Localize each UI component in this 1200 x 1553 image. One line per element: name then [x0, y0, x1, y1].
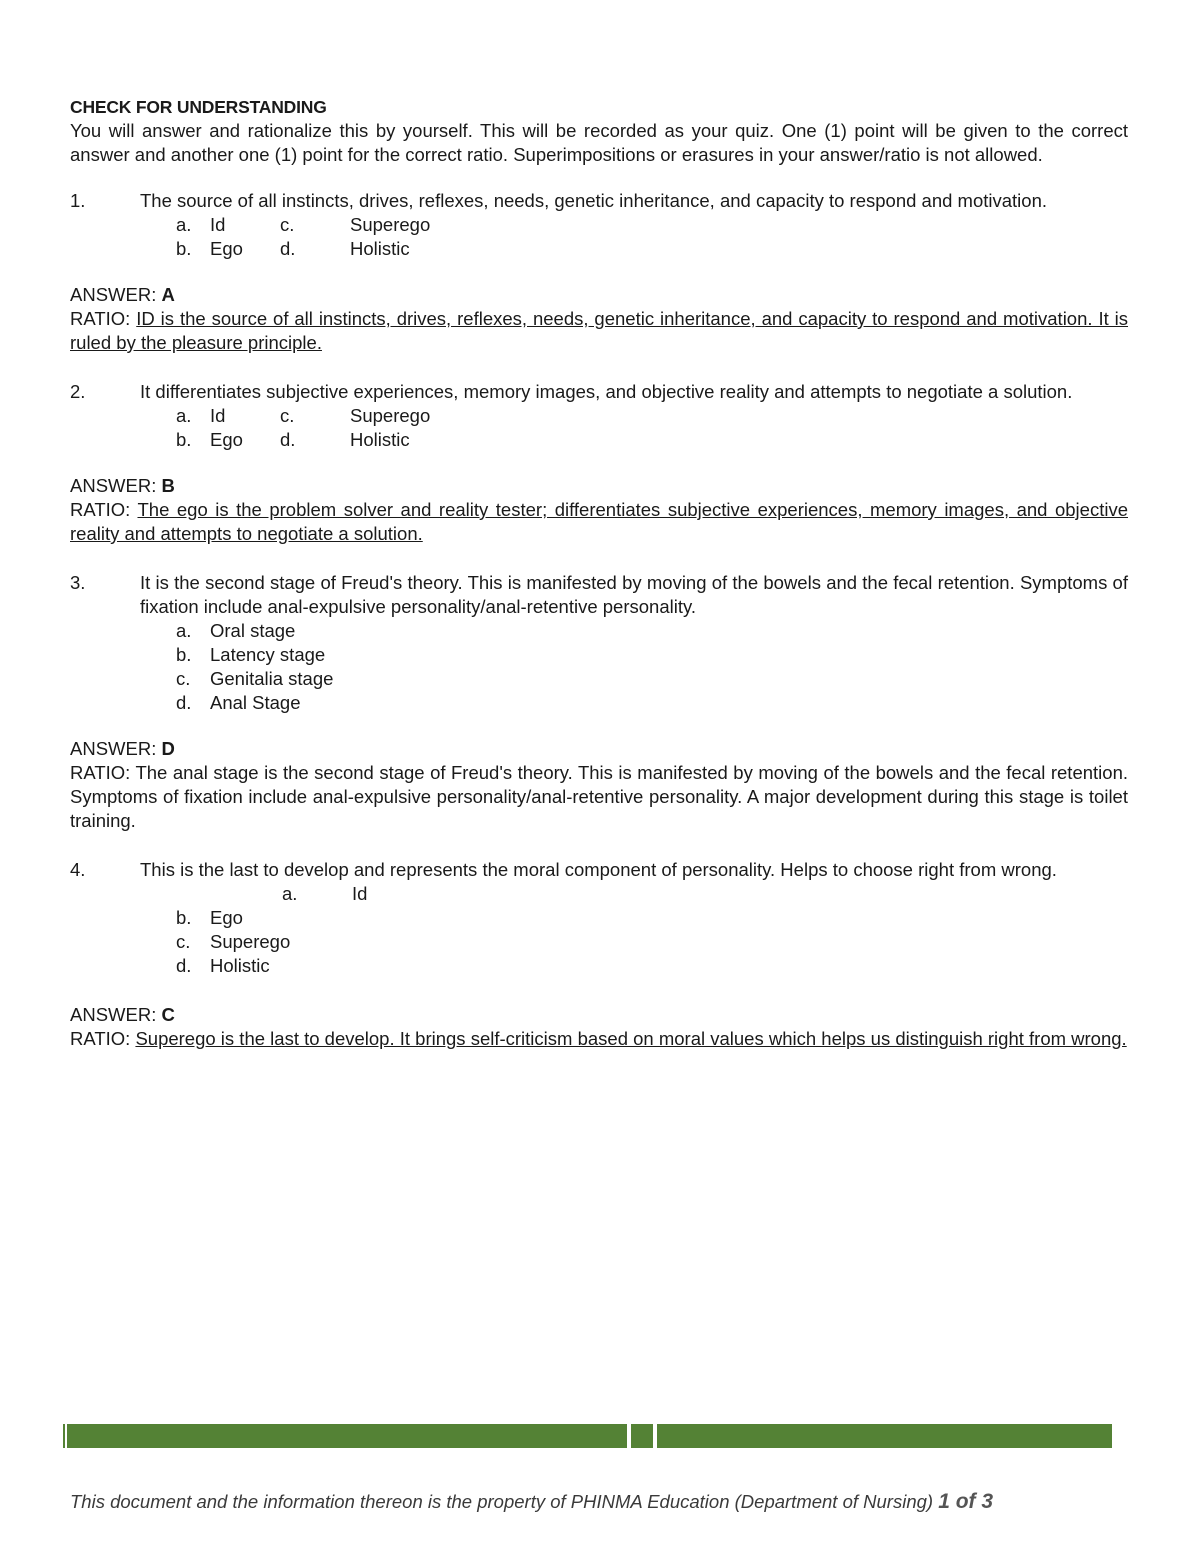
- option-row: a. Oral stage: [176, 620, 296, 641]
- question-3-options: [176, 619, 1128, 715]
- ratio-text: Superego is the last to develop. It brings self-criticism based on moral values which helps us distinguish right from wrong.: [135, 1028, 1127, 1049]
- option-row: b. Ego: [176, 907, 243, 928]
- option-row: d. Holistic: [176, 955, 270, 976]
- section-title: CHECK FOR UNDERSTANDING: [70, 97, 327, 117]
- option-row: c. Genitalia stage: [176, 668, 334, 689]
- footer-bar-left: [67, 1424, 627, 1448]
- ratio-3: RATIO: The anal stage is the second stage of Freud's theory. This is manifested by moving of the bowels and the fecal retention. Symptoms of fixation include anal-expulsive personality/anal-retentive personality. A major development during this stage is toilet training.: [70, 762, 1128, 831]
- footer-bar-middle: [631, 1424, 653, 1448]
- footer-bar-edge: [63, 1424, 65, 1448]
- question-3: [70, 571, 1128, 619]
- question-1-options: [176, 213, 1128, 261]
- question-number: 3.: [70, 572, 86, 593]
- option-row: b. Latency stage: [176, 644, 326, 665]
- option-row: a. Id c. Superego: [176, 214, 431, 235]
- footer-bar-right: [657, 1424, 1112, 1448]
- ratio-1: RATIO: ID is the source of all instincts, drives, reflexes, needs, genetic inheritance, and capacity to respond and motivation. It is ruled by the pleasure principle.: [70, 308, 1129, 353]
- answer-2: ANSWER: B: [70, 475, 175, 496]
- answer-letter: C: [161, 1004, 175, 1025]
- ratio-text: ID is the source of all instincts, drives, reflexes, needs, genetic inheritance, and capacity to respond and motivation. It is ruled by the pleasure principle.: [70, 308, 1129, 353]
- question-4-options: [176, 906, 1128, 978]
- question-2-options: [176, 404, 1128, 452]
- question-text: It is the second stage of Freud's theory. This is manifested by moving of the bowels and the fecal retention. Symptoms of fixation include anal-expulsive personality/anal-retentive personality.: [140, 572, 1128, 617]
- document-body: [70, 95, 1128, 1051]
- option-row: b. Ego d. Holistic: [176, 429, 410, 450]
- question-text: The source of all instincts, drives, reflexes, needs, genetic inheritance, and capacity to respond and motivation.: [140, 190, 1047, 211]
- option-row: c. Superego: [176, 931, 291, 952]
- answer-4: ANSWER: C: [70, 1004, 175, 1025]
- answer-1: ANSWER: A: [70, 284, 175, 305]
- option-row: d. Anal Stage: [176, 692, 301, 713]
- footer-notice: This document and the information thereon is the property of PHINMA Education (Department of Nursing) 1 of 3: [70, 1490, 994, 1513]
- option-row: a. Id: [282, 883, 368, 904]
- ratio-text: The anal stage is the second stage of Freud's theory. This is manifested by moving of the bowels and the fecal retention. Symptoms of fixation include anal-expulsive personality/anal-retentive personality. A major development during this stage is toilet training.: [70, 762, 1128, 831]
- question-text: It differentiates subjective experiences, memory images, and objective reality and attempts to negotiate a solution.: [140, 381, 1073, 402]
- ratio-2: RATIO: The ego is the problem solver and reality tester; differentiates subjective experiences, memory images, and objective reality and attempts to negotiate a solution.: [70, 499, 1128, 544]
- question-1: [70, 189, 1128, 213]
- page-number: 1 of 3: [938, 1490, 994, 1513]
- answer-3: ANSWER: D: [70, 738, 175, 759]
- ratio-text: The ego is the problem solver and reality tester; differentiates subjective experiences, memory images, and objective reality and attempts to negotiate a solution.: [70, 499, 1128, 544]
- ratio-4: RATIO: Superego is the last to develop. It brings self-criticism based on moral values which helps us distinguish right from wrong.: [70, 1028, 1127, 1049]
- question-2: [70, 380, 1128, 404]
- answer-letter: A: [161, 284, 175, 305]
- answer-letter: D: [161, 738, 175, 759]
- question-number: 2.: [70, 381, 86, 402]
- option-row: b. Ego d. Holistic: [176, 238, 410, 259]
- answer-letter: B: [161, 475, 175, 496]
- question-4: [70, 858, 1128, 882]
- question-number: 1.: [70, 190, 86, 211]
- instructions: You will answer and rationalize this by yourself. This will be recorded as your quiz. One (1) point will be given to the correct answer and another one (1) point for the correct ratio. Superimpositions or erasures in your answer/ratio is not allowed.: [70, 120, 1128, 165]
- question-text: This is the last to develop and represents the moral component of personality. Helps to choose right from wrong.: [140, 859, 1057, 880]
- question-number: 4.: [70, 859, 86, 880]
- option-row: a. Id c. Superego: [176, 405, 431, 426]
